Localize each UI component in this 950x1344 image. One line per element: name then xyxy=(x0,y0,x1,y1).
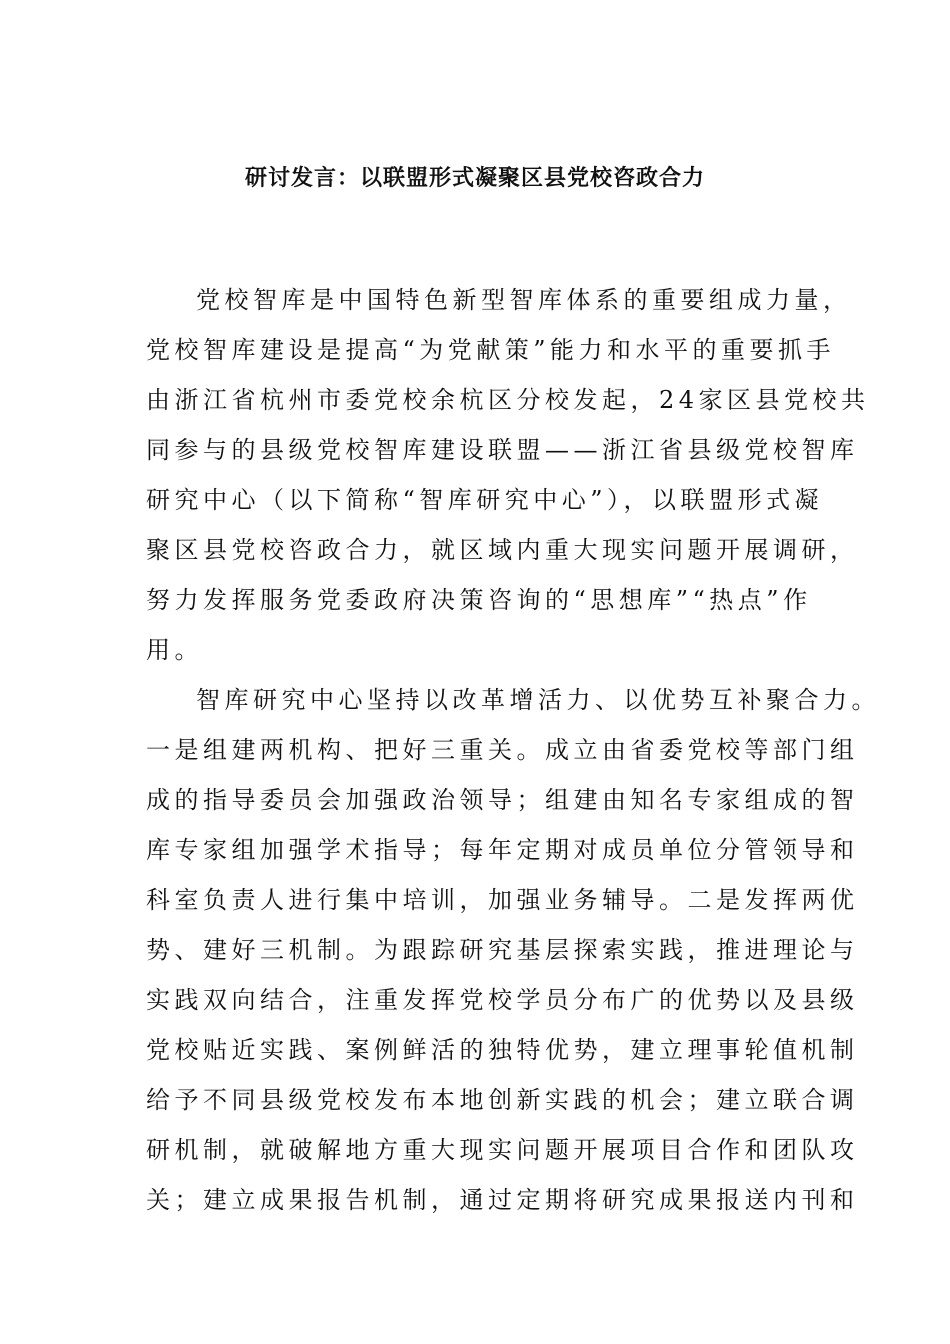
paragraph-1-line-5: 研究中心（以下简称“智库研究中心”），以联盟形式凝 xyxy=(146,486,824,514)
paragraph-1-line-4: 同参与的县级党校智库建设联盟——浙江省县级党校智库 xyxy=(146,436,859,464)
paragraph-1-line-6: 聚区县党校咨政合力，就区域内重大现实问题开展调研， xyxy=(146,536,859,564)
paragraph-2-line-1: 智库研究中心坚持以改革增活力、以优势互补聚合力。 xyxy=(196,686,880,714)
document-title: 研讨发言：以联盟形式凝聚区县党校咨政合力 xyxy=(244,165,705,191)
paragraph-1-line-1: 党校智库是中国特色新型智库体系的重要组成力量， xyxy=(196,286,852,314)
paragraph-2-line-3: 成的指导委员会加强政治领导；组建由知名专家组成的智 xyxy=(146,786,859,814)
paragraph-2-line-6: 势、建好三机制。为跟踪研究基层探索实践，推进理论与 xyxy=(146,936,859,964)
paragraph-1-line-7: 努力发挥服务党委政府决策咨询的“思想库”“热点”作 xyxy=(146,586,812,614)
paragraph-2-line-7: 实践双向结合，注重发挥党校学员分布广的优势以及县级 xyxy=(146,986,859,1014)
paragraph-2-line-2: 一是组建两机构、把好三重关。成立由省委党校等部门组 xyxy=(146,736,859,764)
paragraph-2-line-9: 给予不同县级党校发布本地创新实践的机会；建立联合调 xyxy=(146,1086,859,1114)
paragraph-1-line-8: 用。 xyxy=(146,636,203,664)
paragraph-1-line-3: 由浙江省杭州市委党校余杭区分校发起，24家区县党校共 xyxy=(146,386,870,414)
paragraph-2-line-10: 研机制，就破解地方重大现实问题开展项目合作和团队攻 xyxy=(146,1136,859,1164)
paragraph-2-line-4: 库专家组加强学术指导；每年定期对成员单位分管领导和 xyxy=(146,836,859,864)
paragraph-2-line-11: 关；建立成果报告机制，通过定期将研究成果报送内刊和 xyxy=(146,1186,859,1214)
paragraph-1-line-2: 党校智库建设是提高“为党献策”能力和水平的重要抓手 xyxy=(146,336,836,364)
paragraph-2-line-8: 党校贴近实践、案例鲜活的独特优势，建立理事轮值机制 xyxy=(146,1036,859,1064)
paragraph-2-line-5: 科室负责人进行集中培训，加强业务辅导。二是发挥两优 xyxy=(146,886,859,914)
